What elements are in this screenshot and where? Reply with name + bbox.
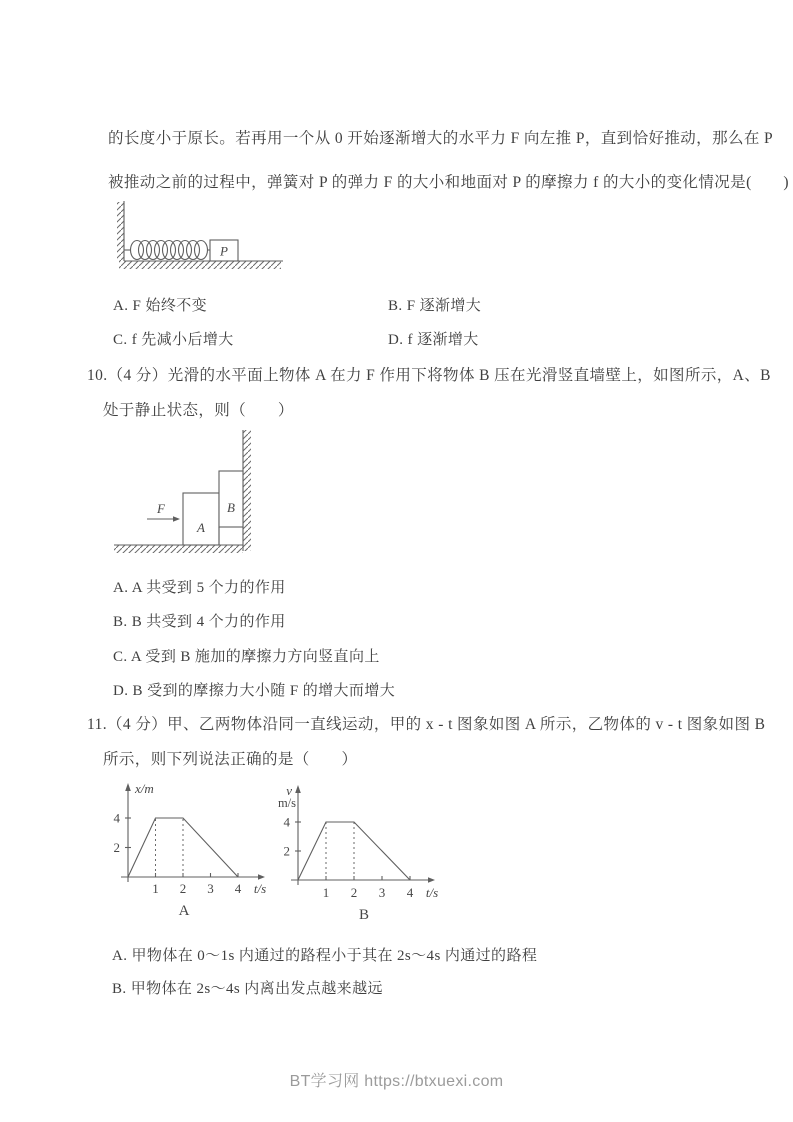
x-axis-arrow-icon <box>428 877 435 883</box>
q9-option-a: A. F 始终不变 <box>113 298 208 314</box>
x-tick-label: 4 <box>406 885 414 900</box>
q10-option-d: D. B 受到的摩擦力大小随 F 的增大而增大 <box>113 683 396 699</box>
wall-hatch <box>117 202 124 261</box>
block-b <box>219 471 243 527</box>
q9-option-b: B. F 逐渐增大 <box>388 298 482 314</box>
y-tick-label: 4 <box>283 814 290 830</box>
y-axis-label: x/m <box>135 781 154 796</box>
x-tick-label: 3 <box>378 885 386 900</box>
ground-hatch <box>119 261 281 269</box>
footer-watermark: BT学习网 https://btxuexi.com <box>289 1073 504 1090</box>
x-axis-label: t/s <box>425 885 439 900</box>
plot-line <box>298 822 410 880</box>
y-axis-label-line2: m/s <box>277 796 296 810</box>
block-p-label: P <box>220 243 228 259</box>
q11-stem-line2: 所示，则下列说法正确的是（ ） <box>103 751 358 768</box>
block-a <box>183 493 219 545</box>
q9-figure-spring-block <box>115 200 290 282</box>
x-tick-label: 1 <box>152 881 159 896</box>
q9-option-d: D. f 逐渐增大 <box>388 332 479 348</box>
y-axis-arrow-icon <box>125 783 131 791</box>
x-axis-arrow-icon <box>258 874 265 880</box>
graph-a-caption: A <box>178 903 190 919</box>
q9-option-c: C. f 先减小后增大 <box>113 332 234 348</box>
x-tick-label: 2 <box>179 881 187 896</box>
q9-stem-line1: 的长度小于原长。若再用一个从 0 开始逐渐增大的水平力 F 向左推 P，直到恰好推动，那么在 P <box>108 130 774 147</box>
q10-stem-line1: 10.（4 分）光滑的水平面上物体 A 在力 F 作用下将物体 B 压在光滑竖直墙壁上，如图所示，A、B <box>87 367 771 384</box>
y-tick-label: 4 <box>113 810 120 826</box>
spring-coils <box>124 241 210 260</box>
q11-option-a: A. 甲物体在 0～1s 内通过的路程小于其在 2s～4s 内通过的路程 <box>112 948 538 964</box>
graph-b <box>278 783 438 923</box>
force-label: F <box>157 501 165 516</box>
y-axis-label-line1: v <box>286 783 292 798</box>
wall-hatch <box>243 430 251 551</box>
graph-b-caption: B <box>358 907 370 923</box>
plot-line <box>128 818 238 877</box>
y-axis-arrow-icon <box>295 785 301 793</box>
q10-option-a: A. A 共受到 5 个力的作用 <box>113 580 286 596</box>
q10-figure-blocks-wall <box>110 428 270 560</box>
block-b-label: B <box>227 500 235 515</box>
x-tick-label: 4 <box>234 881 242 896</box>
graph-a <box>114 781 267 919</box>
q10-option-b: B. B 共受到 4 个力的作用 <box>113 614 286 630</box>
q10-option-c: C. A 受到 B 施加的摩擦力方向竖直向上 <box>113 649 380 665</box>
x-axis-label: t/s <box>253 881 267 896</box>
y-tick-label: 2 <box>113 840 120 855</box>
x-tick-label: 3 <box>207 881 214 896</box>
ground-hatch <box>114 545 243 553</box>
q10-stem-line2: 处于静止状态，则（ ） <box>103 402 294 419</box>
x-tick-label: 1 <box>322 885 330 900</box>
q11-figure-graphs <box>108 781 468 927</box>
q11-option-b: B. 甲物体在 2s～4s 内离出发点越来越远 <box>112 981 383 997</box>
y-tick-label: 2 <box>283 843 290 859</box>
q11-stem-line1: 11.（4 分）甲、乙两物体沿同一直线运动，甲的 x - t 图象如图 A 所示，乙物体的 v - t 图象如图 B <box>87 716 766 733</box>
x-tick-label: 2 <box>350 885 358 900</box>
q9-stem-line2: 被推动之前的过程中，弹簧对 P 的弹力 F 的大小和地面对 P 的摩擦力 f 的大小的变化情况是( ) <box>108 174 789 191</box>
block-a-label: A <box>197 520 205 535</box>
force-arrow <box>147 516 180 522</box>
